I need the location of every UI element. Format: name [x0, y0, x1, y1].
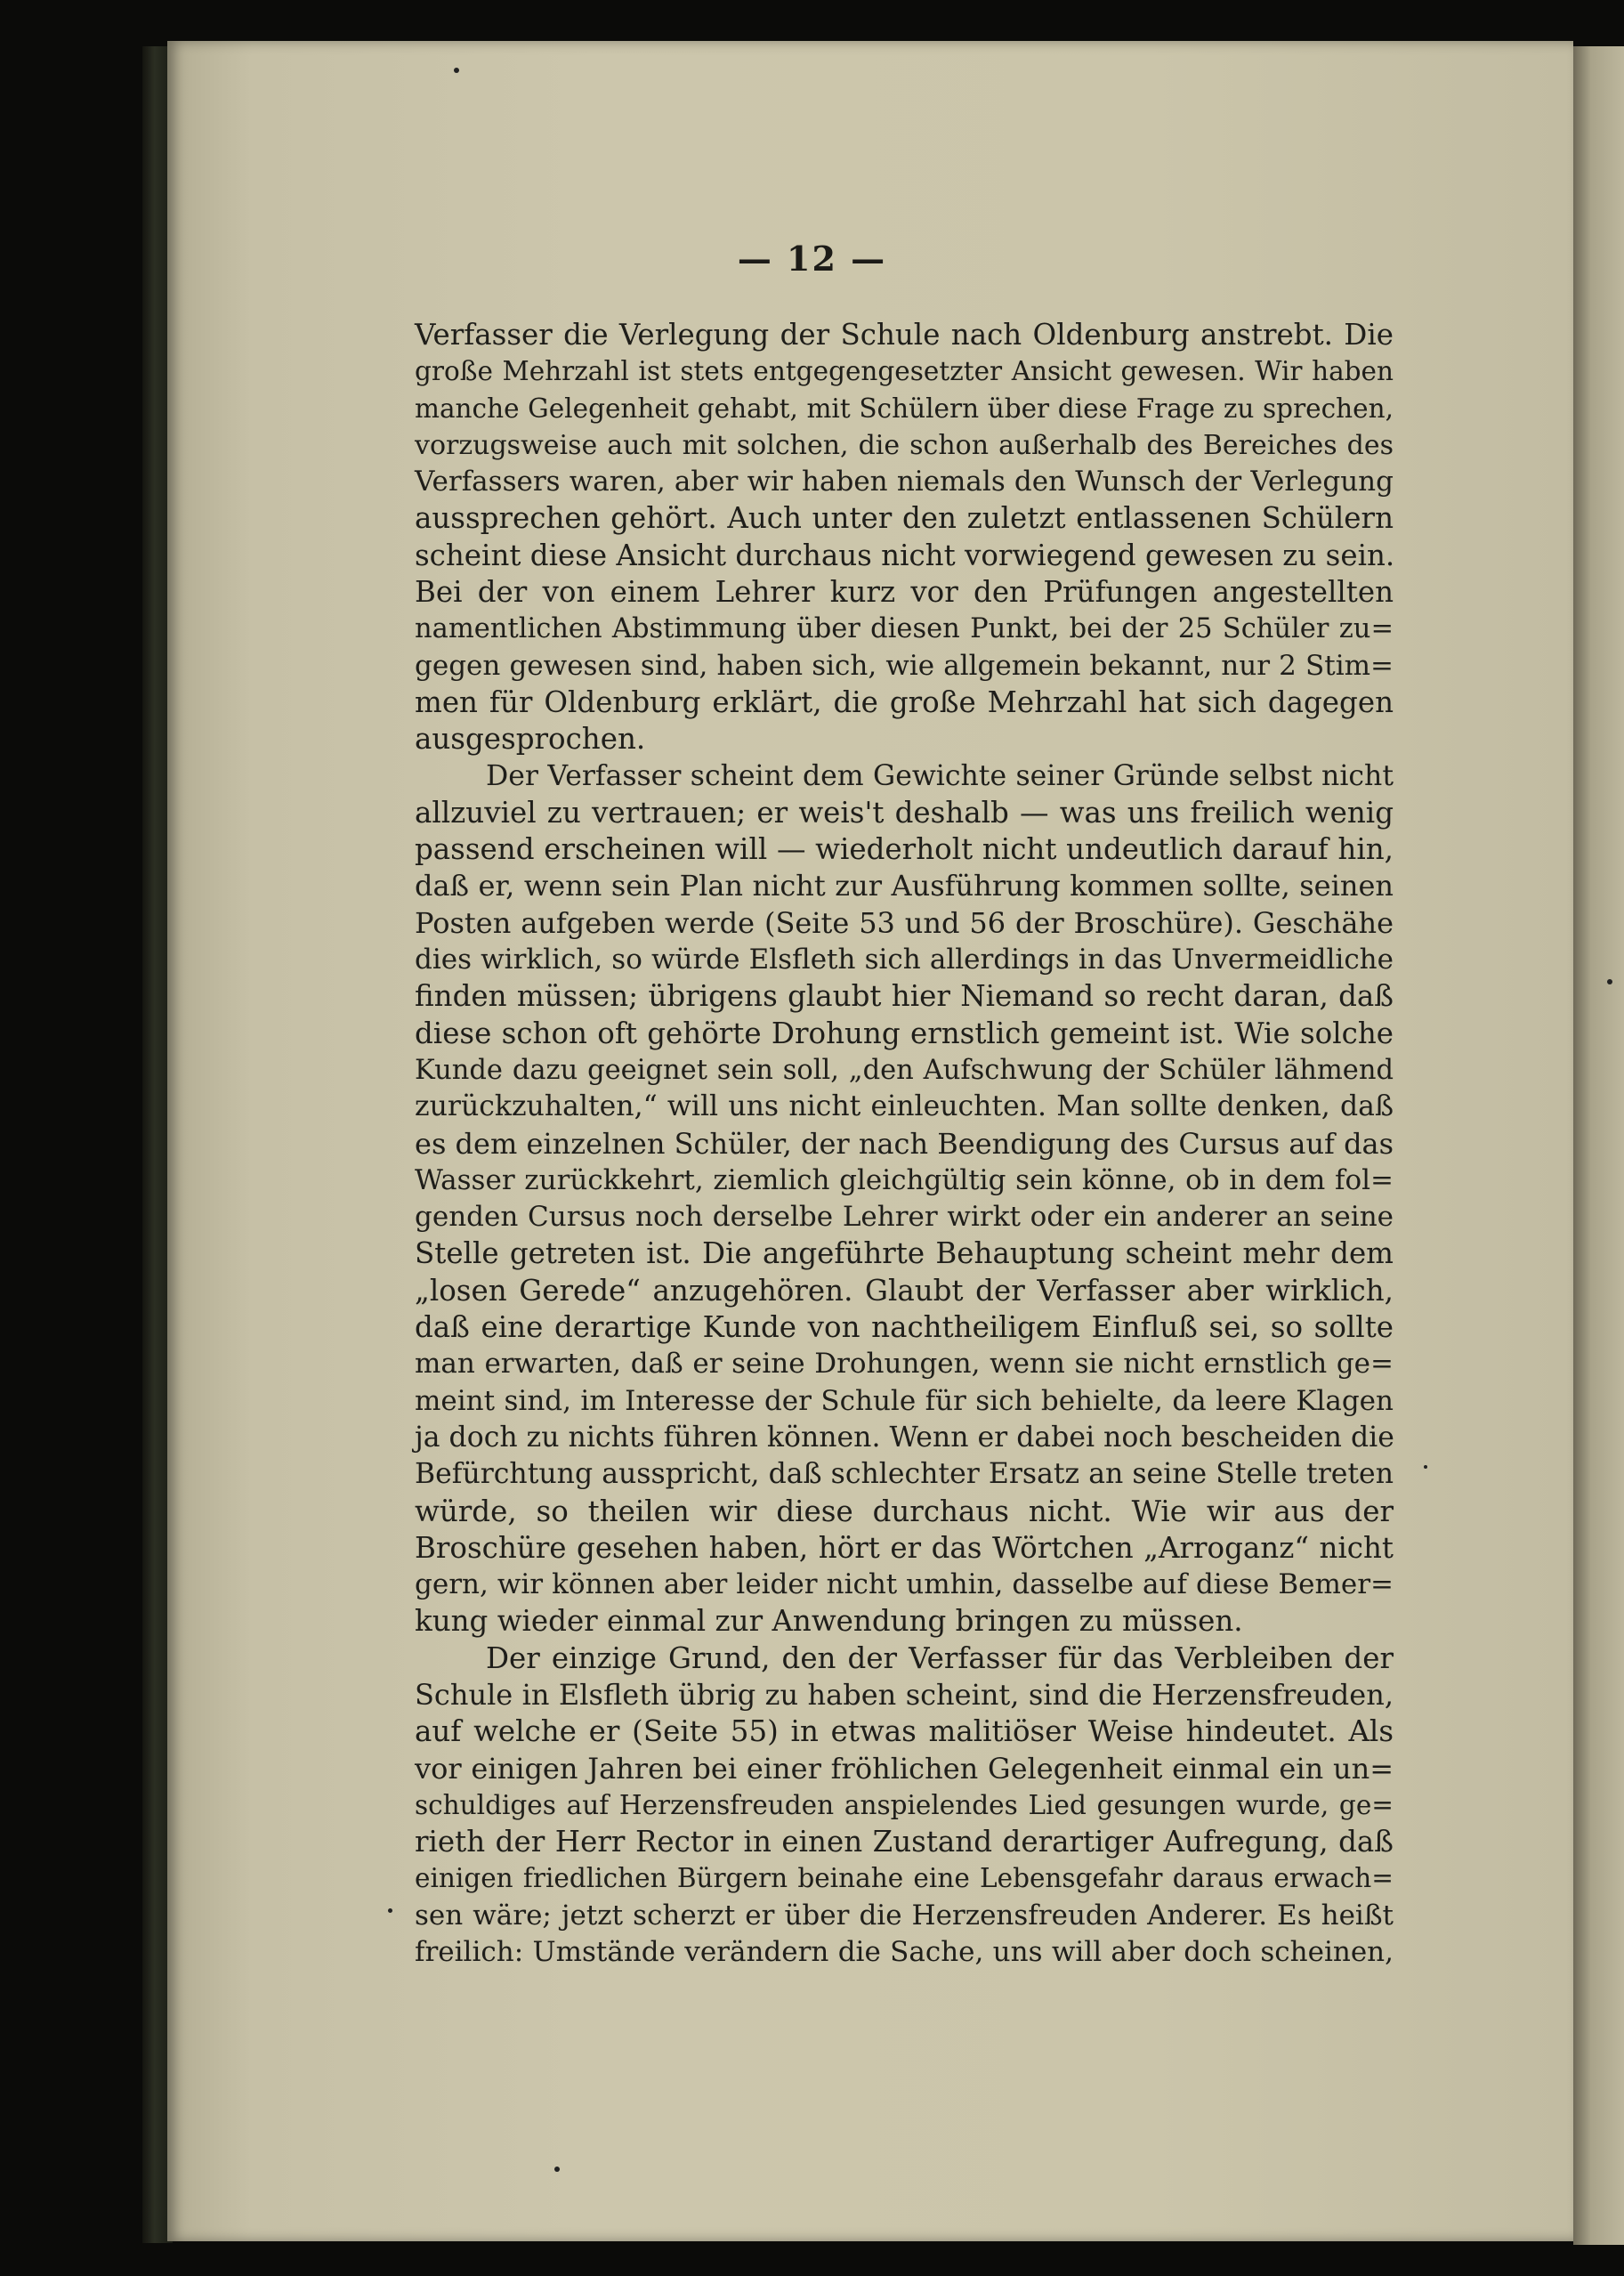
text-line: Wasser zurückkehrt, ziemlich gleichgültig sein könne, ob in dem fol= — [415, 1163, 1394, 1196]
body-text — [415, 317, 1394, 1971]
text-line: vorzugsweise auch mit solchen, die schon außerhalb des Bereiches des — [415, 429, 1394, 461]
text-line: aussprechen gehört. Auch unter den zuletzt entlassenen Schülern — [415, 501, 1394, 536]
text-line: genden Cursus noch derselbe Lehrer wirkt oder ein anderer an seine — [415, 1201, 1394, 1234]
paper-speck — [554, 2167, 560, 2172]
text-line: diese schon oft gehörte Drohung ernstlich gemeint ist. Wie solche — [415, 1016, 1394, 1050]
paper-speck — [1607, 979, 1612, 984]
text-line: daß eine derartige Kunde von nachtheiligem Einfluß sei, so sollte — [415, 1310, 1394, 1345]
text-line: manche Gelegenheit gehabt, mit Schülern über diese Frage zu sprechen, — [415, 393, 1394, 424]
text-line: Bei der von einem Lehrer kurz vor den Prüfungen angestellten — [415, 575, 1394, 610]
text-line: Befürchtung ausspricht, daß schlechter Ersatz an seine Stelle treten — [415, 1458, 1394, 1491]
text-line: schuldiges auf Herzensfreuden anspielendes Lied gesungen wurde, ge= — [415, 1789, 1394, 1820]
text-line: gegen gewesen sind, haben sich, wie allgemein bekannt, nur 2 Stim= — [415, 649, 1394, 682]
text-line: gern, wir können aber leider nicht umhin, dasselbe auf diese Bemer= — [415, 1568, 1394, 1601]
text-line: Kunde dazu geeignet sein soll, „den Aufschwung der Schüler lähmend — [415, 1054, 1394, 1086]
text-line: daß er, wenn sein Plan nicht zur Ausführung kommen sollte, seinen — [415, 869, 1394, 903]
text-line: dies wirklich, so würde Elsfleth sich allerdings in das Unvermeidliche — [415, 944, 1394, 976]
text-line: Verfasser die Verlegung der Schule nach Oldenburg anstrebt. Die — [415, 318, 1394, 352]
text-line: Verfassers waren, aber wir haben niemals den Wunsch der Verlegung — [415, 466, 1394, 498]
text-line: ausgesprochen. — [415, 722, 646, 757]
text-line: namentlichen Abstimmung über diesen Punkt, bei der 25 Schüler zu= — [415, 613, 1394, 645]
text-line: ja doch zu nichts führen können. Wenn er dabei noch bescheiden die — [415, 1421, 1394, 1454]
text-line: „losen Gerede“ anzugehören. Glaubt der Verfasser aber wirklich, — [415, 1273, 1394, 1308]
text-line: scheint diese Ansicht durchaus nicht vorwiegend gewesen zu sein. — [415, 538, 1395, 572]
text-line: sen wäre; jetzt scherzt er über die Herzensfreuden Anderer. Es heißt — [415, 1899, 1394, 1932]
text-line: Der Verfasser scheint dem Gewichte seiner Gründe selbst nicht — [486, 759, 1394, 792]
text-line: freilich: Umstände verändern die Sache, uns will aber doch scheinen, — [415, 1936, 1394, 1969]
text-line: man erwarten, daß er seine Drohungen, wenn sie nicht ernstlich ge= — [415, 1348, 1394, 1381]
paper-speck — [1424, 1465, 1427, 1469]
text-line: Broschüre gesehen haben, hört er das Wörtchen „Arroganz“ nicht — [415, 1530, 1394, 1565]
text-line: große Mehrzahl ist stets entgegengesetzter Ansicht gewesen. Wir haben — [415, 356, 1394, 387]
paper-speck — [388, 1908, 392, 1913]
paper-speck — [454, 68, 459, 73]
text-line: Schule in Elsfleth übrig zu haben scheint, sind die Herzensfreuden, — [415, 1677, 1394, 1712]
text-line: es dem einzelnen Schüler, der nach Beendigung des Cursus auf das — [415, 1126, 1394, 1161]
text-line: Der einzige Grund, den der Verfasser für das Verbleiben der — [486, 1640, 1394, 1675]
page-number: — 12 — — [737, 239, 887, 279]
text-line: men für Oldenburg erklärt, die große Mehrzahl hat sich dagegen — [415, 684, 1394, 719]
facing-page-edge — [1573, 46, 1624, 2245]
text-line: vor einigen Jahren bei einer fröhlichen Gelegenheit einmal ein un= — [415, 1751, 1394, 1786]
text-line: passend erscheinen will — wiederholt nicht undeutlich darauf hin, — [415, 832, 1394, 867]
text-line: Posten aufgeben werde (Seite 53 und 56 der Broschüre). Geschähe — [415, 905, 1394, 940]
text-line: würde, so theilen wir diese durchaus nicht. Wie wir aus der — [415, 1494, 1394, 1528]
text-line: allzuviel zu vertrauen; er weis't deshalb — was uns freilich wenig — [415, 795, 1394, 830]
text-line: auf welche er (Seite 55) in etwas malitiöser Weise hindeutet. Als — [415, 1714, 1394, 1749]
text-line: meint sind, im Interesse der Schule für sich behielte, da leere Klagen — [415, 1384, 1394, 1417]
text-line: kung wieder einmal zur Anwendung bringen zu müssen. — [415, 1604, 1243, 1639]
text-line: rieth der Herr Rector in einen Zustand derartiger Aufregung, daß — [415, 1825, 1394, 1859]
text-line: einigen friedlichen Bürgern beinahe eine Lebensgefahr daraus erwach= — [415, 1863, 1394, 1894]
text-line: finden müssen; übrigens glaubt hier Niemand so recht daran, daß — [415, 979, 1394, 1014]
text-line: zurückzuhalten,“ will uns nicht einleuchten. Man sollte denken, daß — [415, 1090, 1394, 1123]
text-line: Stelle getreten ist. Die angeführte Behauptung scheint mehr dem — [415, 1236, 1394, 1271]
